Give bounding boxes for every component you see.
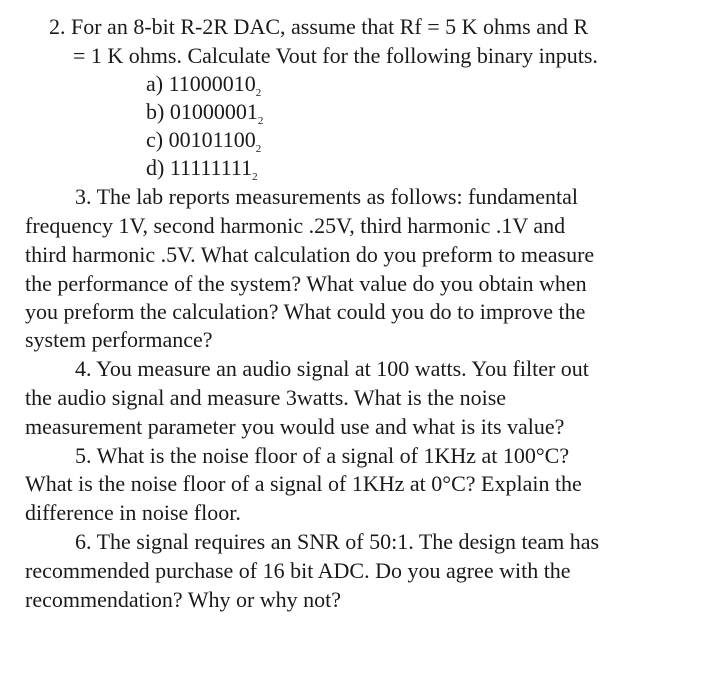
q3-line-1: 3. The lab reports measurements as follows: fundamental	[75, 184, 579, 209]
q2-item-d	[146, 154, 258, 182]
q3-line-6: system performance?	[25, 327, 213, 352]
q2-item-c	[146, 126, 261, 154]
q5-line-3: difference in noise floor.	[25, 500, 241, 525]
q2-item-a-subscript: 2	[255, 87, 262, 99]
q2-item-d-subscript: 2	[252, 171, 258, 183]
q2-line-1: 2. For an 8-bit R-2R DAC, assume that Rf = 5 K ohms and R	[49, 14, 589, 39]
q2-line-2: = 1 K ohms. Calculate Vout for the following binary inputs.	[73, 43, 598, 68]
q3-line-4: the performance of the system? What value do you obtain when	[25, 271, 587, 296]
q5-line-1: 5. What is the noise floor of a signal of 1KHz at 100°C?	[75, 443, 570, 468]
q3-line-2: frequency 1V, second harmonic .25V, third harmonic .1V and	[25, 213, 566, 238]
q4-line-2: the audio signal and measure 3watts. What is the noise	[25, 385, 507, 410]
q3-line-3: third harmonic .5V. What calculation do you preform to measure	[25, 242, 595, 267]
q2-item-c-subscript: 2	[255, 143, 262, 155]
q6-line-2: recommended purchase of 16 bit ADC. Do you agree with the	[25, 558, 571, 583]
q4-line-1: 4. You measure an audio signal at 100 watts. You filter out	[75, 356, 589, 381]
q2-item-d-label: d) 11111111	[146, 155, 253, 180]
q6-line-1: 6. The signal requires an SNR of 50:1. The design team has	[75, 529, 600, 554]
q2-item-b-label: b) 01000001	[146, 99, 258, 124]
q5-line-2: What is the noise floor of a signal of 1KHz at 0°C? Explain the	[25, 471, 582, 496]
q3-line-5: you preform the calculation? What could you do to improve the	[25, 299, 586, 324]
q2-item-c-label: c) 00101100	[146, 127, 256, 152]
q2-item-b-subscript: 2	[257, 115, 264, 127]
q4-line-3: measurement parameter you would use and what is its value?	[25, 414, 565, 439]
q6-line-3: recommendation? Why or why not?	[25, 587, 342, 612]
q2-item-b	[146, 98, 263, 126]
q2-item-a	[146, 70, 261, 98]
q2-item-a-label: a) 11000010	[146, 71, 256, 96]
